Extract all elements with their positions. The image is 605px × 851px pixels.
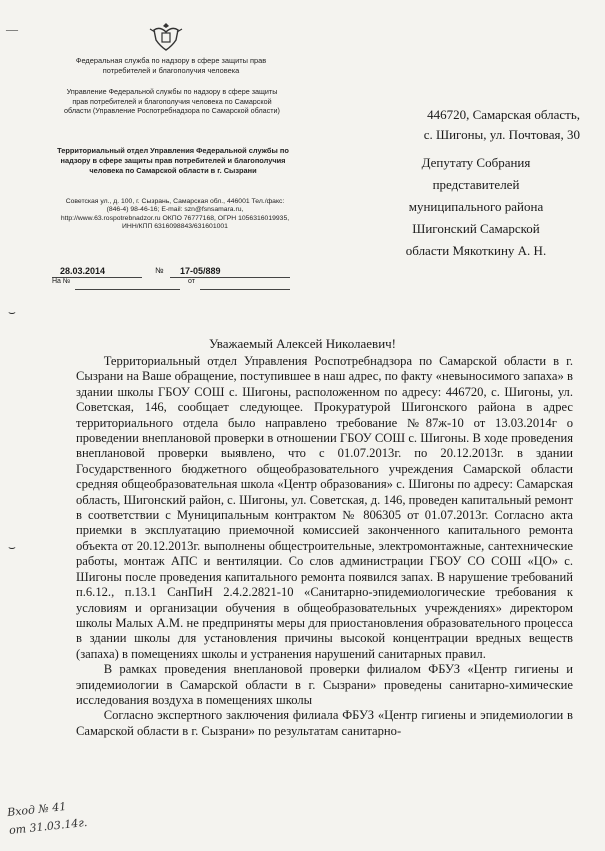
coat-of-arms-icon <box>146 20 186 56</box>
margin-mark: ⌣ <box>8 305 16 319</box>
agency-name: Федеральная служба по надзору в сфере защиты прав потребителей и благополучия человека <box>75 56 267 75</box>
recipient-address <box>380 105 580 145</box>
reply-underline <box>75 289 180 290</box>
recipient-line: Депутату Собрания <box>421 155 531 170</box>
body-paragraph: Территориальный отдел Управления Роспотребнадзора по Самарской области в г. Сызрани на Ваше обращение, поступившее в наш адрес, по факту «невыносимого запаха» в здании школы ГБОУ СОШ с. Шигоны, расположенном по адресу: 446720, с. Шигоны, ул. Советская, 146, сообщает следующее. Прокуратурой Шигонского района в адрес территориального отдела было направлено требование №87ж-10 от 13.03.2014г о проведении внеплановой проверки в отношении ГБОУ СОШ с. Шигоны. В ходе проведения внеплановой проверки выявлено, что с 01.07.2013г. по 20.12.2013г. в здании Государственного бюджетного общеобразовательного учреждения Самарской области средняя общеобразовательная школа «Центр образования» с. Шигоны по адресу: Самарская область, Шигонский район, с. Шигоны, ул. Советская, д. 146, проведен капитальный ремонт в соответствии с Муниципальным контрактом № 806305 от 01.07.2013г. Согласно акта приемки в эксплуатацию приемочной комиссией законченного капитального ремонта объекта от 20.12.2013г. выполнены общестроительные, электромонтажные, сантехнические работы, монтаж АПС и вентиляции. Со слов администрации ГБОУ СО СОШ «ЦО» с. Шигоны после проведения капитального ремонта появился запах. В нарушение требований п.6.12., п.13.1 СанПиН 2.4.2.2821-10 «Санитарно-эпидемиологические требования к условиям и организации обучения в общеобразовательных учреждениях» директором школы Малых А.М. не предприняты меры для приостановления образовательного процесса в здании школы для установления причины высокой концентрации вредных веществ (запаха) в помещениях школы и устранения нарушений санитарных правил. <box>76 354 573 661</box>
recipient-line: Шигонский Самарской <box>412 221 540 236</box>
body-paragraph: Согласно экспертного заключения филиала ФБУЗ «Центр гигиены и эпидемиологии в Самарской области в г. Сызрани» по результатам санитарно- <box>76 708 573 738</box>
margin-mark: ⌣ <box>8 540 16 554</box>
body-paragraph: В рамках проведения внеплановой проверки филиалом ФБУЗ «Центр гигиены и эпидемиологии в Самарской области в г. Сызрани» проведены санитарно-химические исследования воздуха в помещениях школы <box>76 662 573 707</box>
recipient-line: муниципального района <box>408 199 544 214</box>
letter-body <box>76 354 573 739</box>
corner-mark: — <box>6 22 18 36</box>
registration-number-label: № <box>155 266 164 275</box>
from-underline <box>200 289 290 290</box>
office-name: Территориальный отдел Управления Федеральной службы по надзору в сфере защиты прав потребителей и благополучия человека по Самарской области в г. Сызрани <box>57 146 289 175</box>
department-name: Управление Федеральной службы по надзору в сфере защиты прав потребителей и благополучия человека по Самарской области (Управление Роспотребнадзора по Самарской области) <box>64 87 280 116</box>
office-contacts: Советская ул., д. 100, г. Сызрань, Самарская обл., 446001 Тел./факс: (846-4) 98-46-16; E-mail: szn@fsnsamara.ru, http://www.63.rospotrebnadzor.ru ОКПО 76777168, ОГРН 1056316019935, ИНН/КПП 6316098843/631601001 <box>60 198 290 231</box>
registration-number: 17-05/889 <box>180 266 221 276</box>
handwritten-line: от 31.03.14г. <box>8 815 88 838</box>
recipient-line: области Мякоткину А. Н. <box>405 243 547 258</box>
handwritten-registration <box>6 796 88 840</box>
salutation: Уважаемый Алексей Николаевич! <box>208 336 397 351</box>
address-line: с. Шигоны, ул. Почтовая, 30 <box>423 127 580 142</box>
recipient-line: представителей <box>432 177 520 192</box>
address-line: 446720, Самарская область, <box>427 107 580 122</box>
registration-date: 28.03.2014 <box>60 266 106 276</box>
handwritten-line: Вход № 41 <box>6 799 67 820</box>
reply-to-label: На № <box>52 278 71 285</box>
from-label: от <box>188 278 195 285</box>
recipient-block <box>380 152 572 262</box>
